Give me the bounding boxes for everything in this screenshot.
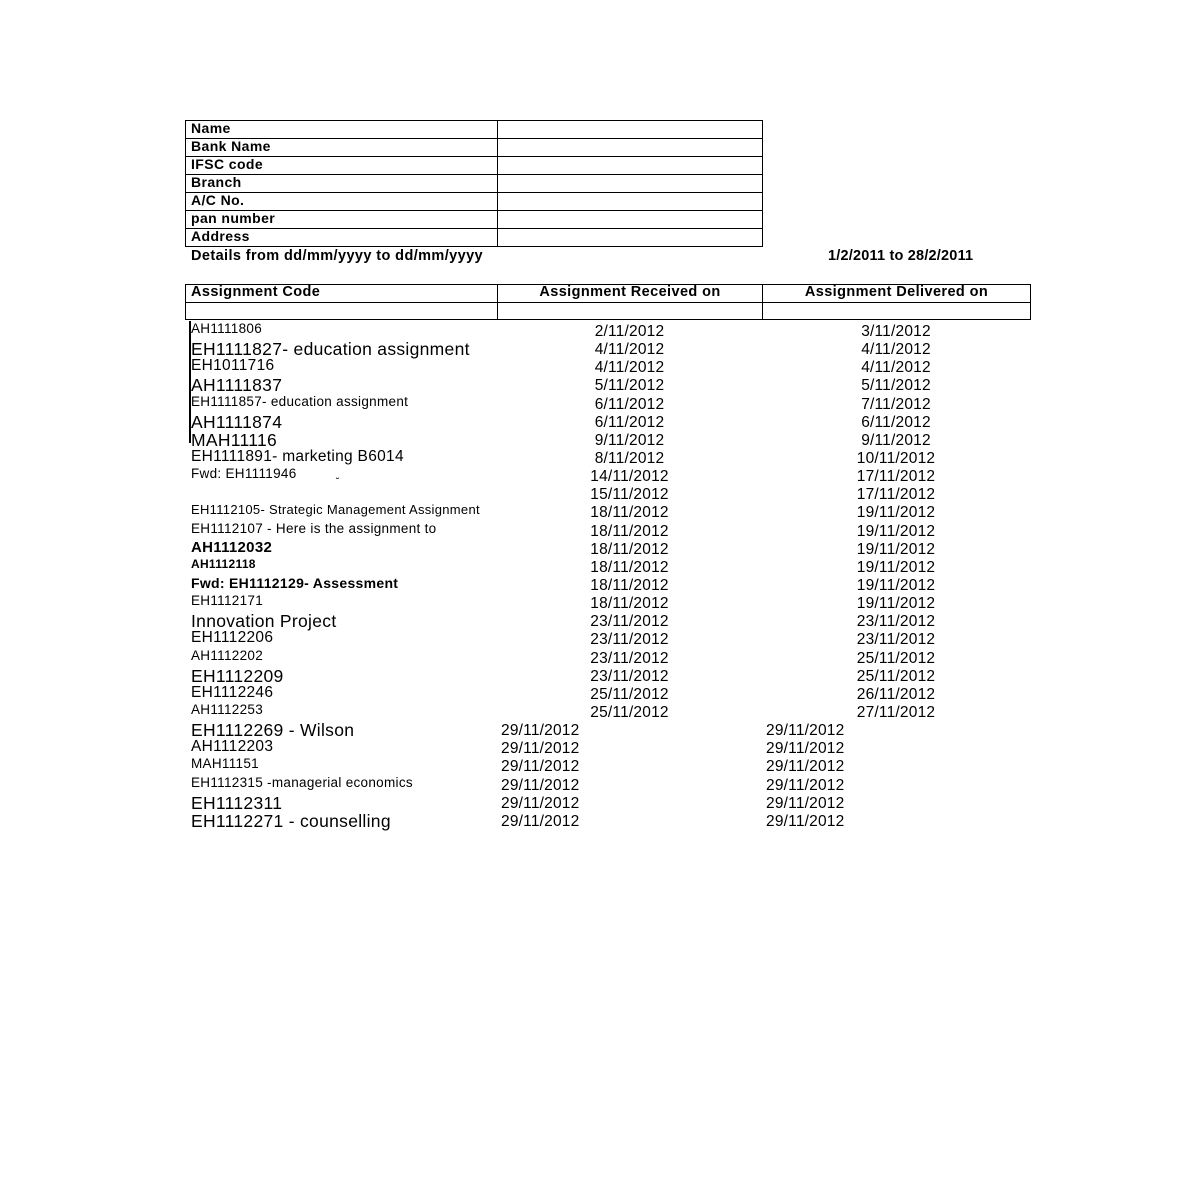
- delivered-date[interactable]: 19/11/2012: [856, 595, 936, 613]
- received-date[interactable]: 29/11/2012: [501, 776, 580, 794]
- info-value[interactable]: [498, 175, 763, 193]
- assignment-code[interactable]: Fwd: EH1111946: [191, 466, 297, 482]
- assignment-code[interactable]: EH1011716: [191, 357, 275, 375]
- delivered-date[interactable]: 25/11/2012: [856, 667, 936, 685]
- header-blank-row: [186, 303, 1031, 320]
- assignment-code[interactable]: EH1112271 - counselling: [191, 810, 391, 831]
- table-row: [0, 338, 1200, 360]
- table-row: [0, 374, 1200, 396]
- blank-cell[interactable]: [763, 303, 1031, 320]
- received-date[interactable]: 23/11/2012: [590, 667, 669, 685]
- assignment-code[interactable]: Innovation Project: [191, 611, 337, 632]
- delivered-date[interactable]: 29/11/2012: [766, 722, 845, 740]
- assignment-code[interactable]: Fwd: EH1112129- Assessment: [191, 574, 399, 591]
- table-row: [0, 719, 1200, 741]
- received-date[interactable]: 23/11/2012: [590, 613, 669, 631]
- info-value[interactable]: [498, 211, 763, 229]
- received-date[interactable]: 18/11/2012: [590, 595, 669, 613]
- blank-cell[interactable]: [498, 303, 763, 320]
- header-row: [186, 285, 1031, 303]
- assignment-code[interactable]: EH1111827- education assignment: [191, 339, 470, 360]
- info-row-bank-name: [186, 139, 763, 157]
- received-date[interactable]: 29/11/2012: [501, 812, 580, 830]
- delivered-date[interactable]: 29/11/2012: [766, 776, 845, 794]
- assignment-code[interactable]: EH1112269 - Wilson: [191, 720, 355, 741]
- delivered-date[interactable]: 19/11/2012: [856, 576, 936, 594]
- table-row: [0, 429, 1200, 450]
- info-value[interactable]: [498, 157, 763, 175]
- assignment-code[interactable]: AH1112253: [191, 701, 264, 717]
- delivered-date[interactable]: 9/11/2012: [861, 431, 931, 449]
- received-date[interactable]: 18/11/2012: [590, 558, 669, 576]
- table-row: [0, 393, 1200, 411]
- assignment-code[interactable]: AH1112203: [191, 738, 274, 756]
- assignment-code[interactable]: EH1112105- Strategic Management Assignment: [191, 502, 480, 518]
- assignment-code[interactable]: MAH11151: [191, 756, 259, 772]
- received-date[interactable]: 29/11/2012: [501, 758, 580, 776]
- table-row: [0, 520, 1200, 538]
- table-row: [0, 628, 1200, 649]
- info-row-account-number: [186, 193, 763, 211]
- delivered-date[interactable]: 19/11/2012: [856, 522, 936, 540]
- assignment-code[interactable]: AH1112118: [191, 556, 256, 571]
- delivered-date[interactable]: 27/11/2012: [856, 703, 936, 721]
- info-row-name: [186, 121, 763, 139]
- table-row: [0, 447, 1200, 465]
- table-row: [0, 411, 1200, 432]
- info-row-pan-number: [186, 211, 763, 229]
- delivered-date[interactable]: 4/11/2012: [861, 341, 931, 359]
- column-header-delivered: Assignment Delivered on: [763, 285, 1031, 303]
- delivered-date[interactable]: 26/11/2012: [856, 685, 936, 703]
- table-row: [0, 483, 1200, 504]
- table-row: [0, 792, 1200, 813]
- received-date[interactable]: 5/11/2012: [594, 377, 665, 395]
- info-row-ifsc-code: [186, 157, 763, 175]
- info-label: Name: [186, 121, 498, 139]
- payee-info-table: [185, 120, 763, 247]
- received-date[interactable]: 6/11/2012: [594, 413, 665, 431]
- info-value[interactable]: [498, 193, 763, 211]
- info-label: IFSC code: [186, 157, 498, 175]
- received-date[interactable]: 4/11/2012: [594, 341, 665, 359]
- table-row: [0, 465, 1200, 486]
- assignment-code[interactable]: MAH11116: [191, 429, 278, 450]
- table-row: [0, 556, 1200, 574]
- assignment-code[interactable]: EH1112315 -managerial economics: [191, 774, 413, 790]
- received-date[interactable]: 6/11/2012: [594, 395, 665, 413]
- table-row: [0, 574, 1200, 592]
- info-label: Address: [186, 229, 498, 247]
- received-date[interactable]: 18/11/2012: [590, 522, 669, 540]
- delivered-date[interactable]: 29/11/2012: [766, 758, 845, 776]
- delivered-date[interactable]: 19/11/2012: [856, 540, 936, 558]
- table-row: [0, 755, 1200, 776]
- table-row: [0, 683, 1200, 701]
- assignment-code[interactable]: AH1111874: [191, 411, 283, 432]
- received-date[interactable]: 25/11/2012: [590, 703, 669, 721]
- assignment-code[interactable]: AH1111806: [191, 321, 263, 336]
- table-row: [0, 610, 1200, 632]
- table-row: [0, 665, 1200, 686]
- delivered-date[interactable]: 29/11/2012: [766, 794, 845, 812]
- assignment-code[interactable]: AH1111837: [191, 375, 283, 396]
- tilde-mark: ˘: [336, 477, 340, 488]
- received-date[interactable]: 8/11/2012: [594, 449, 665, 467]
- delivered-date[interactable]: 19/11/2012: [856, 558, 936, 576]
- received-date[interactable]: 18/11/2012: [590, 504, 669, 522]
- column-header-received: Assignment Received on: [498, 285, 763, 303]
- assignment-code[interactable]: AH1112202: [191, 647, 264, 663]
- delivered-date[interactable]: 25/11/2012: [856, 649, 936, 667]
- info-row-address: [186, 229, 763, 247]
- table-row: [0, 647, 1200, 665]
- assignment-code[interactable]: EH1111857- education assignment: [191, 393, 409, 409]
- received-date[interactable]: 4/11/2012: [594, 359, 665, 377]
- delivered-date[interactable]: 3/11/2012: [861, 323, 931, 340]
- received-date[interactable]: 29/11/2012: [501, 794, 580, 812]
- blank-cell[interactable]: [186, 303, 498, 320]
- info-value[interactable]: [498, 139, 763, 157]
- assignment-code[interactable]: EH1112311: [191, 792, 283, 813]
- assignment-code[interactable]: EH1112171: [191, 593, 264, 609]
- table-row: [0, 538, 1200, 556]
- delivered-date[interactable]: 17/11/2012: [856, 486, 936, 504]
- info-label: pan number: [186, 211, 498, 229]
- delivered-date[interactable]: 23/11/2012: [856, 613, 936, 631]
- delivered-date[interactable]: 19/11/2012: [856, 504, 936, 522]
- received-date[interactable]: 18/11/2012: [590, 576, 669, 594]
- received-date[interactable]: 15/11/2012: [590, 486, 669, 504]
- received-date[interactable]: 25/11/2012: [590, 685, 669, 703]
- table-row: [0, 320, 1200, 338]
- assignment-code[interactable]: EH1112209: [191, 665, 284, 686]
- received-date[interactable]: 29/11/2012: [501, 722, 580, 740]
- assignment-code[interactable]: AH1112032: [191, 538, 273, 556]
- column-header-code: Assignment Code: [186, 285, 498, 303]
- received-date[interactable]: 9/11/2012: [594, 431, 665, 449]
- period-value: 1/2/2011 to 28/2/2011: [828, 248, 974, 264]
- delivered-date[interactable]: 29/11/2012: [766, 740, 845, 758]
- info-value[interactable]: [498, 229, 763, 247]
- delivered-date[interactable]: 7/11/2012: [861, 395, 931, 413]
- info-value[interactable]: [498, 121, 763, 139]
- table-row: [0, 810, 1200, 831]
- delivered-date[interactable]: 10/11/2012: [856, 449, 936, 467]
- delivered-date[interactable]: 4/11/2012: [861, 359, 931, 377]
- info-row-branch: [186, 175, 763, 193]
- assignment-code[interactable]: EH1112107 - Here is the assignment to: [191, 520, 437, 536]
- received-date[interactable]: 23/11/2012: [590, 631, 669, 649]
- assignment-code[interactable]: EH1112206: [191, 629, 274, 647]
- info-label: Branch: [186, 175, 498, 193]
- assignment-header-table: [185, 284, 1031, 320]
- received-date[interactable]: 23/11/2012: [590, 649, 669, 667]
- received-date[interactable]: 18/11/2012: [590, 540, 669, 558]
- received-date[interactable]: 29/11/2012: [501, 740, 580, 758]
- delivered-date[interactable]: 17/11/2012: [856, 468, 936, 486]
- table-row: [0, 592, 1200, 613]
- table-row: [0, 774, 1200, 792]
- period-label: Details from dd/mm/yyyy to dd/mm/yyyy: [191, 248, 483, 264]
- assignment-code[interactable]: EH1112246: [191, 683, 274, 701]
- received-date[interactable]: 14/11/2012: [590, 468, 669, 486]
- delivered-date[interactable]: 23/11/2012: [856, 631, 936, 649]
- delivered-date[interactable]: 6/11/2012: [861, 413, 931, 431]
- received-date[interactable]: 2/11/2012: [594, 323, 665, 340]
- table-row: [0, 737, 1200, 758]
- info-label: Bank Name: [186, 139, 498, 157]
- table-row: [0, 501, 1200, 522]
- table-row: [0, 701, 1200, 719]
- assignment-rows: [0, 320, 1200, 831]
- delivered-date[interactable]: 29/11/2012: [766, 812, 845, 830]
- delivered-date[interactable]: 5/11/2012: [861, 377, 931, 395]
- assignment-code[interactable]: EH1111891- marketing B6014: [191, 447, 404, 465]
- table-row: [0, 356, 1200, 377]
- info-label: A/C No.: [186, 193, 498, 211]
